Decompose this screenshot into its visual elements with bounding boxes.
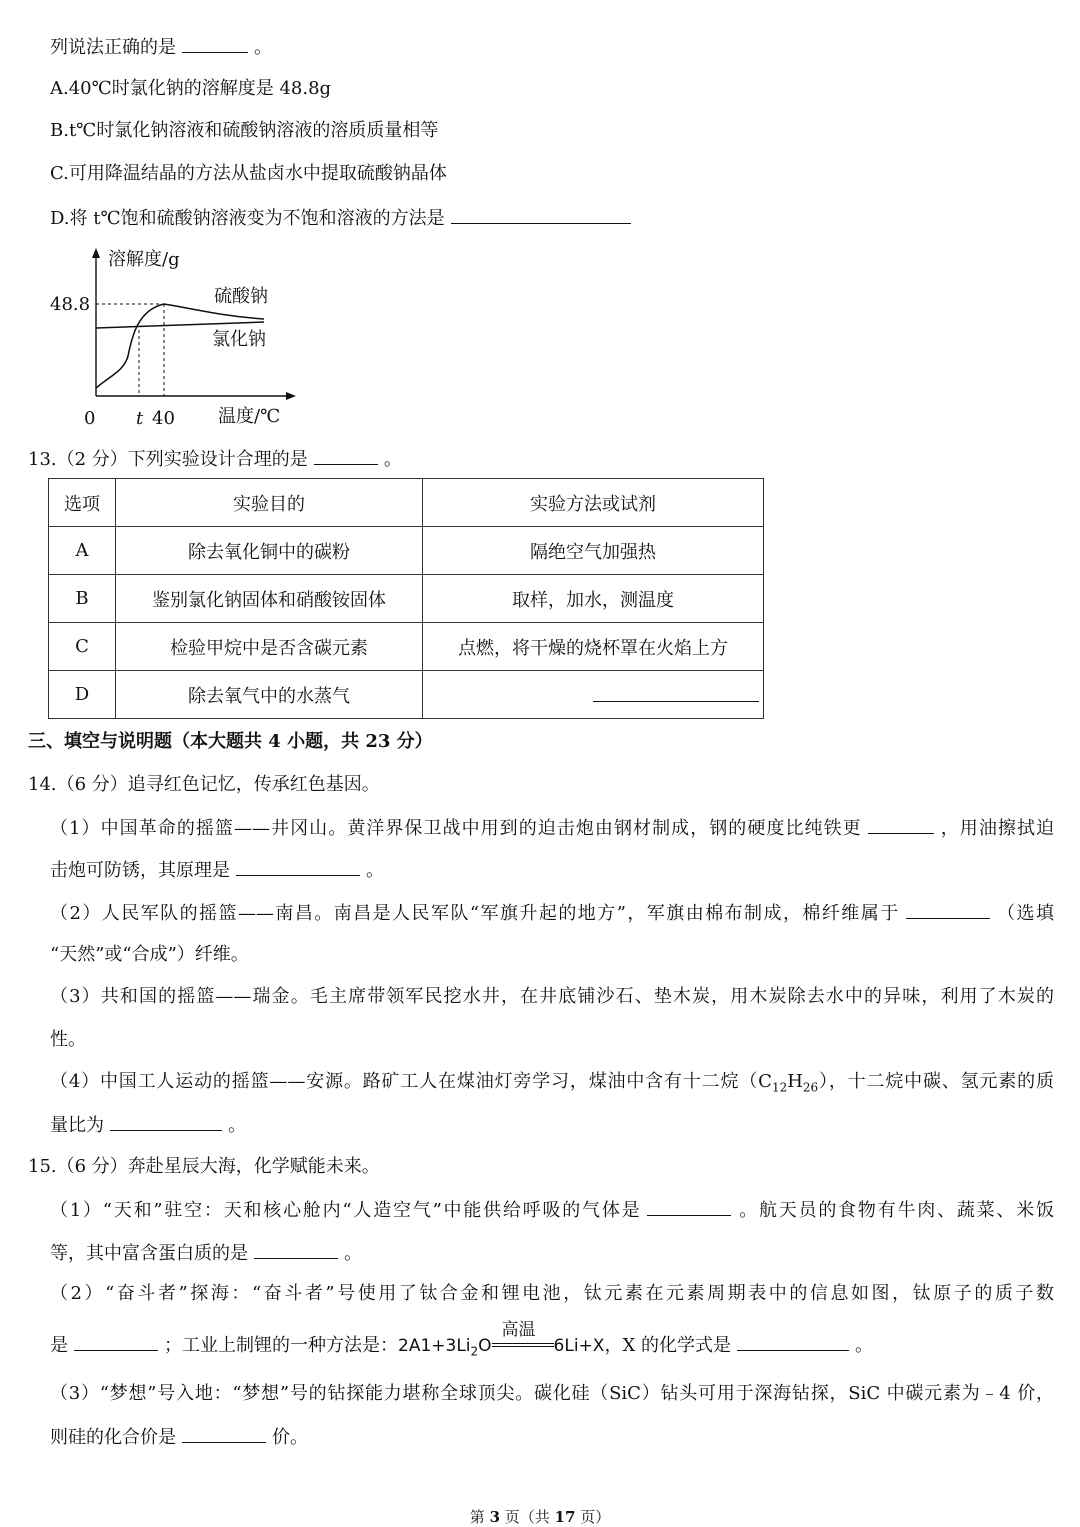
q14-part2-line1: （2）人民军队的摇篮——南昌。南昌是人民军队“军旗升起的地方”，军旗由棉布制成，棉纤维属于 （选填 xyxy=(50,900,1054,926)
legend-sodium-sulfate: 硫酸钠 xyxy=(214,286,268,307)
table-cell: 除去氧化铜中的碳粉 xyxy=(116,527,423,575)
q15-stem: 15.（6 分）奔赴星辰大海，化学赋能未来。 xyxy=(28,1156,380,1177)
table-cell: 除去氧气中的水蒸气 xyxy=(116,671,423,719)
table-header-cell: 实验方法或试剂 xyxy=(423,479,764,527)
answer-blank[interactable] xyxy=(451,205,631,224)
chemical-equation: $2A1+3Li_2O$ 高温 6Li+X xyxy=(398,1320,605,1359)
table-cell: 检验甲烷中是否含碳元素 xyxy=(116,623,423,671)
x-axis-label: 温度/℃ xyxy=(218,406,281,427)
q15-part2-line1: （2）“奋斗者”探海：“奋斗者”号使用了钛合金和锂电池，钛元素在元素周期表中的信息如图，钛原子的质子数 xyxy=(50,1283,1054,1304)
table-cell: 鉴别氯化钠固体和硝酸铵固体 xyxy=(116,575,423,623)
answer-blank[interactable] xyxy=(74,1332,158,1351)
answer-blank[interactable] xyxy=(314,446,378,465)
q12-stem-tail: 列说法正确的是 。 xyxy=(50,34,272,60)
answer-blank[interactable] xyxy=(182,1424,266,1443)
table-header-row xyxy=(49,479,764,527)
q14-stem: 14.（6 分）追寻红色记忆，传承红色基因。 xyxy=(28,774,380,795)
answer-blank[interactable] xyxy=(906,900,990,919)
reaction-arrow: 高温 xyxy=(492,1336,554,1356)
q15-part3-line2: 则硅的化合价是 价。 xyxy=(50,1424,308,1450)
table-cell-blank[interactable] xyxy=(423,671,764,719)
table-row xyxy=(49,527,764,575)
q15-part1-line2: 等，其中富含蛋白质的是 。 xyxy=(50,1240,362,1266)
table-header-cell: 选项 xyxy=(49,479,116,527)
answer-blank[interactable] xyxy=(647,1197,731,1216)
q15-part2-line2: 是 ；工业上制锂的一种方法是：$2A1+3Li_2O$ 高温 6Li+X，X 的化学式是 。 xyxy=(50,1332,873,1363)
page-footer: 第 3 页（共 17 页） xyxy=(469,1508,611,1526)
q14-part1-line2: 击炮可防锈，其原理是 。 xyxy=(50,857,384,883)
q14-part3-line1: （3）共和国的摇篮——瑞金。毛主席带领军民挖水井，在井底铺沙石、垫木炭，用木炭除去水中的异味，利用了木炭的 xyxy=(50,986,1054,1007)
table-cell: A xyxy=(49,527,116,575)
q12-option-a: A.40℃时氯化钠的溶解度是 48.8g xyxy=(50,78,332,99)
y-tick-48-8: 48.8 xyxy=(50,294,91,315)
answer-blank[interactable] xyxy=(868,815,934,834)
q14-part3-line2: 性。 xyxy=(50,1029,86,1050)
table-row xyxy=(49,575,764,623)
answer-blank[interactable] xyxy=(254,1240,338,1259)
x-tick-t: t xyxy=(136,408,144,429)
table-row xyxy=(49,671,764,719)
table-cell: 取样，加水，测温度 xyxy=(423,575,764,623)
q13-stem: 13.（2 分）下列实验设计合理的是 。 xyxy=(28,446,402,472)
answer-blank[interactable] xyxy=(182,34,248,53)
table-cell: D xyxy=(49,671,116,719)
q12-option-b: B.t℃时氯化钠溶液和硫酸钠溶液的溶质质量相等 xyxy=(50,120,439,141)
q12-option-d: D.将 t℃饱和硫酸钠溶液变为不饱和溶液的方法是 xyxy=(50,205,637,231)
solubility-chart xyxy=(40,236,310,436)
section-3-heading: 三、填空与说明题（本大题共 4 小题，共 23 分） xyxy=(28,731,433,752)
legend-sodium-chloride: 氯化钠 xyxy=(212,329,266,350)
q14-part4-line2: 量比为 。 xyxy=(50,1112,246,1138)
table-cell: 隔绝空气加强热 xyxy=(423,527,764,575)
table-cell: 点燃，将干燥的烧杯罩在火焰上方 xyxy=(423,623,764,671)
sodium-chloride-line xyxy=(96,322,264,328)
x-tick-40: 40 xyxy=(152,408,175,429)
table-cell: B xyxy=(49,575,116,623)
answer-blank[interactable] xyxy=(110,1112,222,1131)
y-axis-label: 溶解度/g xyxy=(108,249,180,270)
q14-part2-line2: “天然”或“合成”）纤维。 xyxy=(50,944,249,965)
table-cell: C xyxy=(49,623,116,671)
q14-part4-line1: （4）中国工人运动的摇篮——安源。路矿工人在煤油灯旁学习，煤油中含有十二烷$(C_{12}H_{26})$，十二烷中碳、氢元素的质 xyxy=(50,1071,1054,1095)
answer-blank[interactable] xyxy=(737,1332,849,1351)
q12-option-c: C.可用降温结晶的方法从盐卤水中提取硫酸钠晶体 xyxy=(50,163,447,184)
y-axis-arrow xyxy=(92,248,100,258)
q15-part1-line1: （1）“天和”驻空：天和核心舱内“人造空气”中能供给呼吸的气体是 。航天员的食物有牛肉、蔬菜、米饭 xyxy=(50,1197,1054,1223)
x-tick-0: 0 xyxy=(84,408,96,429)
answer-blank[interactable] xyxy=(236,857,360,876)
q15-part3-line1: （3）“梦想”号入地：“梦想”号的钻探能力堪称全球顶尖。碳化硅（SiC）钻头可用于深海钻探，SiC 中碳元素为﹣4 价， xyxy=(50,1383,1054,1404)
q13-table xyxy=(48,478,764,719)
table-header-cell: 实验目的 xyxy=(116,479,423,527)
table-row xyxy=(49,623,764,671)
answer-blank[interactable] xyxy=(593,683,759,702)
x-axis-arrow xyxy=(286,392,296,400)
q14-part1-line1: （1）中国革命的摇篮——井冈山。黄洋界保卫战中用到的迫击炮由钢材制成，钢的硬度比纯铁更 ，用油擦拭迫 xyxy=(50,815,1054,841)
